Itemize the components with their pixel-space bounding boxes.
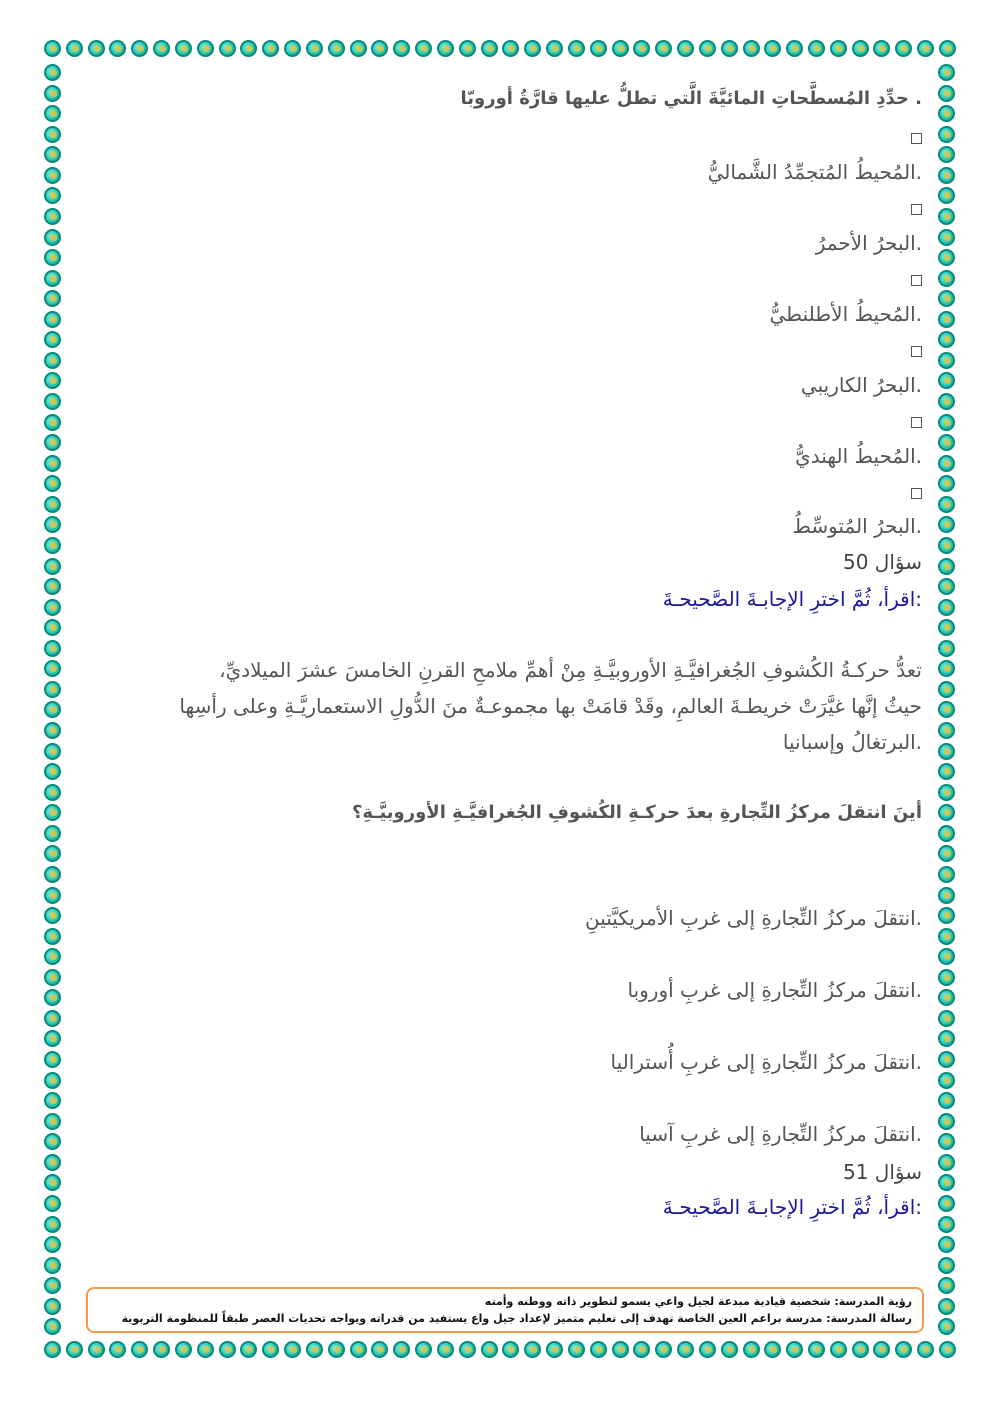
option-checkbox[interactable] bbox=[911, 488, 922, 499]
globe-icon bbox=[328, 1341, 345, 1358]
globe-icon bbox=[938, 229, 955, 246]
option-checkbox[interactable] bbox=[911, 275, 922, 286]
globe-icon bbox=[44, 40, 61, 57]
globe-icon bbox=[44, 537, 61, 554]
globe-icon bbox=[938, 249, 955, 266]
globe-icon bbox=[88, 1341, 105, 1358]
globe-icon bbox=[938, 516, 955, 533]
globe-icon bbox=[44, 496, 61, 513]
question-49-option: .البحرُ الكاريبي bbox=[800, 373, 922, 397]
globe-icon bbox=[44, 825, 61, 842]
globe-icon bbox=[938, 1277, 955, 1294]
globe-icon bbox=[938, 311, 955, 328]
globe-icon bbox=[44, 249, 61, 266]
globe-icon bbox=[938, 331, 955, 348]
question-51-instruction: :اقرأ، ثُمَّ اخترِ الإجابـةَ الصَّحيحـةَ bbox=[662, 1195, 922, 1219]
globe-icon bbox=[197, 40, 214, 57]
globe-icon bbox=[786, 1341, 803, 1358]
globe-icon bbox=[938, 558, 955, 575]
globe-icon bbox=[524, 40, 541, 57]
globe-icon bbox=[44, 146, 61, 163]
globe-icon bbox=[393, 1341, 410, 1358]
option-checkbox[interactable] bbox=[911, 346, 922, 357]
question-49-prompt: . حدِّدِ المُسطَّحاتِ المائيَّةَ الَّتي تطلُّ عليها قارَّةُ أوروبّا bbox=[460, 88, 922, 109]
globe-icon bbox=[350, 1341, 367, 1358]
globe-icon bbox=[938, 784, 955, 801]
globe-icon bbox=[481, 1341, 498, 1358]
globe-icon bbox=[895, 40, 912, 57]
question-50-option[interactable]: .انتقلَ مركزُ التِّجارةِ إلى غربِ الأمريكيَّتينِ bbox=[585, 906, 922, 930]
globe-icon bbox=[938, 619, 955, 636]
globe-icon bbox=[938, 1216, 955, 1233]
globe-icon bbox=[502, 1341, 519, 1358]
globe-icon bbox=[44, 64, 61, 81]
globe-icon bbox=[197, 1341, 214, 1358]
globe-icon bbox=[938, 1298, 955, 1315]
globe-icon bbox=[786, 40, 803, 57]
globe-icon bbox=[938, 743, 955, 760]
globe-icon bbox=[699, 1341, 716, 1358]
globe-icon bbox=[44, 126, 61, 143]
globe-icon bbox=[153, 40, 170, 57]
globe-icon bbox=[306, 40, 323, 57]
globe-icon bbox=[612, 1341, 629, 1358]
globe-icon bbox=[415, 1341, 432, 1358]
globe-icon bbox=[938, 290, 955, 307]
globe-icon bbox=[938, 167, 955, 184]
question-50-passage-line: حيثُ إنَّها غيَّرَتْ خريطـةَ العالمِ، وقَدْ قامَتْ بها مجموعـةٌ منَ الدُّولِ الاستعماريَّـةِ وعلى رأسِها bbox=[179, 694, 922, 718]
globe-icon bbox=[655, 40, 672, 57]
globe-icon bbox=[938, 393, 955, 410]
globe-icon bbox=[44, 907, 61, 924]
globe-icon bbox=[44, 1341, 61, 1358]
globe-icon bbox=[44, 331, 61, 348]
globe-icon bbox=[938, 701, 955, 718]
school-footer bbox=[86, 1287, 924, 1333]
globe-icon bbox=[917, 1341, 934, 1358]
question-50-question: أينَ انتقلَ مركزُ التِّجارةِ بعدَ حركـةِ الكُشوفِ الجُغرافيَّـةِ الأوروبيَّـةِ؟ bbox=[351, 802, 922, 823]
globe-icon bbox=[44, 1174, 61, 1191]
globe-icon bbox=[44, 1072, 61, 1089]
globe-icon bbox=[938, 969, 955, 986]
globe-icon bbox=[44, 414, 61, 431]
globe-icon bbox=[44, 1277, 61, 1294]
globe-icon bbox=[938, 845, 955, 862]
globe-icon bbox=[873, 1341, 890, 1358]
globe-icon bbox=[109, 1341, 126, 1358]
globe-icon bbox=[44, 1092, 61, 1109]
globe-icon bbox=[44, 845, 61, 862]
globe-icon bbox=[938, 681, 955, 698]
globe-icon bbox=[546, 1341, 563, 1358]
globe-icon bbox=[938, 1154, 955, 1171]
globe-icon bbox=[938, 866, 955, 883]
globe-icon bbox=[44, 928, 61, 945]
globe-icon bbox=[938, 372, 955, 389]
globe-icon bbox=[44, 1154, 61, 1171]
globe-icon bbox=[938, 1195, 955, 1212]
globe-icon bbox=[938, 187, 955, 204]
globe-icon bbox=[44, 516, 61, 533]
globe-icon bbox=[633, 1341, 650, 1358]
school-mission: رسالة المدرسة: مدرسة براعم العين الخاصة تهدف إلى تعليم متميز لإعداد جيل واع يستفيد من قدراته ويواجه تحديات العصر طبقاً للمنظومة التربوية bbox=[121, 1312, 912, 1325]
globe-icon bbox=[721, 1341, 738, 1358]
globe-icon bbox=[938, 270, 955, 287]
globe-icon bbox=[633, 40, 650, 57]
globe-icon bbox=[88, 40, 105, 57]
globe-icon bbox=[44, 660, 61, 677]
globe-icon bbox=[437, 1341, 454, 1358]
question-49-option: .المُحيطُ المُتجمِّدُ الشَّماليُّ bbox=[707, 160, 922, 184]
question-50-option[interactable]: .انتقلَ مركزُ التِّجارةِ إلى غربِ آسيا bbox=[639, 1122, 922, 1146]
globe-icon bbox=[808, 1341, 825, 1358]
globe-icon bbox=[44, 167, 61, 184]
globe-icon bbox=[938, 1236, 955, 1253]
globe-icon bbox=[939, 1341, 956, 1358]
globe-icon bbox=[44, 1236, 61, 1253]
globe-icon bbox=[590, 40, 607, 57]
globe-icon bbox=[938, 1030, 955, 1047]
globe-icon bbox=[415, 40, 432, 57]
globe-icon bbox=[938, 1092, 955, 1109]
globe-icon bbox=[938, 1318, 955, 1335]
globe-icon bbox=[44, 1257, 61, 1274]
globe-icon bbox=[938, 475, 955, 492]
globe-icon bbox=[44, 989, 61, 1006]
globe-icon bbox=[743, 1341, 760, 1358]
school-vision: رؤية المدرسة: شخصية قيادية مبدعة لجيل واعي يسمو لتطوير ذاته ووطنه وأمته bbox=[484, 1295, 912, 1308]
globe-icon bbox=[44, 290, 61, 307]
globe-icon bbox=[938, 1072, 955, 1089]
globe-icon bbox=[938, 1051, 955, 1068]
globe-icon bbox=[938, 126, 955, 143]
globe-icon bbox=[44, 558, 61, 575]
globe-icon bbox=[44, 1195, 61, 1212]
globe-icon bbox=[262, 1341, 279, 1358]
globe-icon bbox=[677, 40, 694, 57]
globe-icon bbox=[44, 599, 61, 616]
globe-icon bbox=[938, 1174, 955, 1191]
globe-icon bbox=[917, 40, 934, 57]
globe-icon bbox=[393, 40, 410, 57]
option-checkbox[interactable] bbox=[911, 204, 922, 215]
globe-icon bbox=[44, 85, 61, 102]
question-50-option[interactable]: .انتقلَ مركزُ التِّجارةِ إلى غربِ أوروبا bbox=[627, 978, 922, 1002]
globe-icon bbox=[262, 40, 279, 57]
globe-icon bbox=[66, 40, 83, 57]
globe-icon bbox=[938, 434, 955, 451]
globe-icon bbox=[44, 187, 61, 204]
globe-icon bbox=[502, 40, 519, 57]
globe-icon bbox=[44, 434, 61, 451]
globe-icon bbox=[568, 40, 585, 57]
globe-icon bbox=[131, 40, 148, 57]
globe-icon bbox=[44, 1318, 61, 1335]
globe-icon bbox=[721, 40, 738, 57]
globe-icon bbox=[938, 208, 955, 225]
globe-icon bbox=[546, 40, 563, 57]
globe-icon bbox=[764, 1341, 781, 1358]
globe-icon bbox=[44, 743, 61, 760]
page-border-top bbox=[44, 40, 956, 58]
globe-icon bbox=[699, 40, 716, 57]
globe-icon bbox=[44, 722, 61, 739]
globe-icon bbox=[873, 40, 890, 57]
globe-icon bbox=[938, 804, 955, 821]
globe-icon bbox=[44, 578, 61, 595]
globe-icon bbox=[938, 1257, 955, 1274]
globe-icon bbox=[852, 40, 869, 57]
globe-icon bbox=[938, 887, 955, 904]
globe-icon bbox=[938, 537, 955, 554]
globe-icon bbox=[568, 1341, 585, 1358]
globe-icon bbox=[938, 1010, 955, 1027]
globe-icon bbox=[44, 208, 61, 225]
globe-icon bbox=[938, 640, 955, 657]
globe-icon bbox=[938, 578, 955, 595]
globe-icon bbox=[153, 1341, 170, 1358]
globe-icon bbox=[44, 887, 61, 904]
globe-icon bbox=[938, 599, 955, 616]
globe-icon bbox=[44, 1010, 61, 1027]
globe-icon bbox=[44, 393, 61, 410]
globe-icon bbox=[830, 40, 847, 57]
globe-icon bbox=[44, 455, 61, 472]
globe-icon bbox=[44, 640, 61, 657]
globe-icon bbox=[938, 64, 955, 81]
globe-icon bbox=[371, 1341, 388, 1358]
globe-icon bbox=[938, 496, 955, 513]
globe-icon bbox=[44, 270, 61, 287]
globe-icon bbox=[350, 40, 367, 57]
globe-icon bbox=[852, 1341, 869, 1358]
globe-icon bbox=[938, 352, 955, 369]
question-50-passage-line: .البرتغالُ وإسبانيا bbox=[782, 730, 922, 754]
globe-icon bbox=[44, 1133, 61, 1150]
globe-icon bbox=[240, 40, 257, 57]
globe-icon bbox=[131, 1341, 148, 1358]
globe-icon bbox=[655, 1341, 672, 1358]
globe-icon bbox=[938, 660, 955, 677]
globe-icon bbox=[938, 907, 955, 924]
globe-icon bbox=[44, 866, 61, 883]
globe-icon bbox=[677, 1341, 694, 1358]
globe-icon bbox=[44, 372, 61, 389]
globe-icon bbox=[44, 1051, 61, 1068]
globe-icon bbox=[938, 146, 955, 163]
globe-icon bbox=[743, 40, 760, 57]
globe-icon bbox=[938, 414, 955, 431]
globe-icon bbox=[44, 475, 61, 492]
globe-icon bbox=[938, 825, 955, 842]
globe-icon bbox=[306, 1341, 323, 1358]
question-50-option[interactable]: .انتقلَ مركزُ التِّجارةِ إلى غربِ أُستراليا bbox=[610, 1050, 922, 1074]
globe-icon bbox=[44, 1216, 61, 1233]
question-50-passage-line: تعدُّ حركـةُ الكُشوفِ الجُغرافيَّـةِ الأوروبيَّـةِ مِنْ أهمِّ ملامحِ القرنِ الخامسَ عشرَ الميلاديِّ، bbox=[219, 658, 922, 682]
globe-icon bbox=[44, 701, 61, 718]
option-checkbox[interactable] bbox=[911, 133, 922, 144]
question-49-option: .المُحيطُ الهنديُّ bbox=[795, 444, 922, 468]
globe-icon bbox=[44, 948, 61, 965]
globe-icon bbox=[808, 40, 825, 57]
globe-icon bbox=[284, 1341, 301, 1358]
globe-icon bbox=[175, 40, 192, 57]
globe-icon bbox=[938, 455, 955, 472]
globe-icon bbox=[240, 1341, 257, 1358]
globe-icon bbox=[44, 1113, 61, 1130]
globe-icon bbox=[44, 352, 61, 369]
page-border-left bbox=[44, 64, 62, 1336]
globe-icon bbox=[44, 969, 61, 986]
globe-icon bbox=[284, 40, 301, 57]
globe-icon bbox=[44, 619, 61, 636]
globe-icon bbox=[481, 40, 498, 57]
globe-icon bbox=[938, 1133, 955, 1150]
globe-icon bbox=[219, 40, 236, 57]
globe-icon bbox=[44, 311, 61, 328]
question-49-option: .البحرُ الأحمرُ bbox=[815, 231, 922, 255]
question-50-instruction: :اقرأ، ثُمَّ اخترِ الإجابـةَ الصَّحيحـةَ bbox=[662, 587, 922, 611]
globe-icon bbox=[938, 763, 955, 780]
question-49-option: .المُحيطُ الأطلنطيُّ bbox=[769, 302, 922, 326]
globe-icon bbox=[219, 1341, 236, 1358]
globe-icon bbox=[939, 40, 956, 57]
globe-icon bbox=[938, 928, 955, 945]
question-50-number: سؤال 50 bbox=[843, 550, 922, 574]
globe-icon bbox=[524, 1341, 541, 1358]
globe-icon bbox=[895, 1341, 912, 1358]
globe-icon bbox=[459, 1341, 476, 1358]
globe-icon bbox=[459, 40, 476, 57]
globe-icon bbox=[44, 105, 61, 122]
globe-icon bbox=[938, 722, 955, 739]
globe-icon bbox=[437, 40, 454, 57]
question-51-number: سؤال 51 bbox=[843, 1160, 922, 1184]
globe-icon bbox=[371, 40, 388, 57]
globe-icon bbox=[764, 40, 781, 57]
globe-icon bbox=[44, 804, 61, 821]
question-49-option: .البحرُ المُتوسِّطُ bbox=[792, 514, 922, 538]
globe-icon bbox=[612, 40, 629, 57]
globe-icon bbox=[44, 1030, 61, 1047]
globe-icon bbox=[44, 784, 61, 801]
globe-icon bbox=[938, 989, 955, 1006]
globe-icon bbox=[938, 948, 955, 965]
option-checkbox[interactable] bbox=[911, 417, 922, 428]
globe-icon bbox=[66, 1341, 83, 1358]
globe-icon bbox=[590, 1341, 607, 1358]
globe-icon bbox=[938, 85, 955, 102]
globe-icon bbox=[44, 763, 61, 780]
globe-icon bbox=[44, 1298, 61, 1315]
globe-icon bbox=[44, 681, 61, 698]
globe-icon bbox=[109, 40, 126, 57]
globe-icon bbox=[938, 1113, 955, 1130]
globe-icon bbox=[175, 1341, 192, 1358]
page-border-bottom bbox=[44, 1341, 956, 1359]
globe-icon bbox=[328, 40, 345, 57]
globe-icon bbox=[830, 1341, 847, 1358]
page-border-right bbox=[938, 64, 956, 1336]
globe-icon bbox=[44, 229, 61, 246]
globe-icon bbox=[938, 105, 955, 122]
